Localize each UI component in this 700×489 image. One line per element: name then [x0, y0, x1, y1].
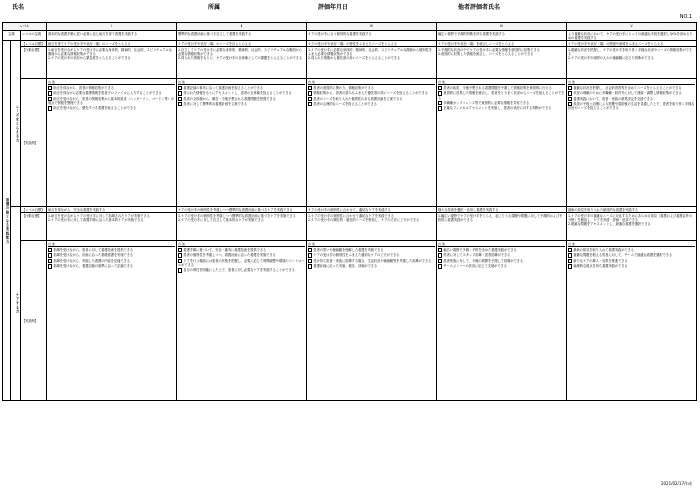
example-item[interactable]: 助言を受けながら、優先すべき看護を捉えることができる [48, 106, 175, 110]
level-1-header: Ⅰ [47, 23, 177, 31]
level-label: レベル [3, 23, 47, 31]
example-item[interactable]: 患者家族に対して、今後の展開を予測して指導ができる [438, 259, 565, 263]
example-item[interactable]: 看護計画に沿った実施、報告、評価ができる [308, 264, 435, 268]
example-item[interactable]: 指導を受けながら、看護記録の基準に沿って記録できる [48, 264, 175, 268]
s2-level-goal-label: 【レベル目標】 [21, 207, 47, 213]
level-2-header: Ⅱ [177, 23, 307, 31]
affiliation-label: 所属 [208, 4, 221, 11]
ladder-table [2, 22, 697, 401]
s1-action: 1.自立してケアの受け手に必要な身体的、精神的、社会的、スピリチュアルな側面から必要な情報収集ができる 2.得られた情報をもとに、ケアの受け手の全体像としての課題をとらえることができる [177, 47, 307, 79]
example-item[interactable]: ケアを行う場面には患者の状態を把握し、必要に応じて時間調整や環境のコントロールができる [178, 258, 305, 268]
evaluator-label: 他者評価者氏名 [458, 4, 501, 11]
s1-level-goal-label: 【レベル目標】 [21, 41, 47, 47]
example-item[interactable]: 助言を受けながら、患者の情報収集から基本的欲求（ヘンダーソン、ゴードン等）の視点で情報を整理できる [48, 96, 175, 106]
s2-examples [437, 241, 567, 401]
s2-examples [47, 241, 177, 401]
s2-action: 1.助言を受けながらケアの受け手に対して指導されたケアが実施できる 2.ケアの受け手に対して看護手順に沿った基本的ケアが実施できる [47, 213, 177, 241]
section-2-title: ケアする力 [11, 207, 21, 401]
s1-goal: ケアの受け手や状況（場）のニーズを自らとらえる [177, 41, 307, 47]
s2-action: 1.ケアの受け手の個別性に合わせて適切なケアを実践できる 2.ケアの受け手の顕在的・潜在的ニーズを察知し、ケアの方法に工夫ができる [307, 213, 437, 241]
form-number: NO.1 [679, 14, 692, 20]
example-item[interactable]: 患者のニーズを取り入れた個別性のある看護計画を立案できる [308, 97, 435, 101]
s1-goal: ケアの受け手や状況（場）を統合しニーズをとらえる [437, 41, 567, 47]
s1-action-label: 【行動目標】 [21, 47, 47, 79]
checklist-header: 自 他 [568, 80, 695, 85]
level-4-header: Ⅳ [437, 23, 567, 31]
example-item[interactable]: 意図的に収集した情報を統合し、患者をとりまく状況からニーズを捉えることができる [438, 91, 565, 100]
example-item[interactable]: 最新の知見を取り入れて看護実践ができる [568, 248, 695, 252]
s1-examples [437, 79, 567, 207]
level-header-row [3, 23, 697, 31]
s1-action: 1.ケアの受け手に必要な身体的、精神的、社会的、スピリチュアルな側面から個別性をふまえ必要な情報収集ができる 2.得られた情報から優先度の高いニーズをとらえることができる [307, 47, 437, 79]
definition-level-1: 基本的な看護手順に従い必要に応じ助言を得て看護を実践する [47, 31, 177, 41]
example-item[interactable]: 看護実践において、患者・家族の意思決定を支援できる [568, 97, 695, 101]
level-5-header: Ⅴ [567, 23, 697, 31]
s2-action-row [3, 213, 697, 241]
s1-examples [307, 79, 437, 207]
s2-goal: ケアの受け手の個別性に合わせて、適切なケアを実践する [307, 207, 437, 213]
form-header [0, 0, 700, 12]
example-item[interactable]: 患者の全体像から、顕在・今後予想される看護問題を把握できる [178, 97, 305, 101]
s1-practice-row [3, 79, 697, 207]
s1-action-row [3, 47, 697, 79]
s2-goal: 助言を得ながら、安全な看護を実践する [47, 207, 177, 213]
s1-action: 1.助言を受けながらケアの受け手に必要な身体的、精神的、社会的、スピリチュアルな側面から必要な情報収集ができる 2.ケアの受け手の状況から緊急度をとらえることができる [47, 47, 177, 79]
example-item[interactable]: 自分の責任を明確にした上で、患者に対し必要なケアを実施することができる [178, 268, 305, 272]
outer-label: 看護の核となる実践能力 [3, 41, 11, 401]
definition-level-2: 標準的な看護計画に基づき自立して看護を実践する [177, 31, 307, 41]
definition-level-3: ケアの受け手に合う個別的な看護を実践する [307, 31, 437, 41]
eval-date-label: 評価年月日 [318, 4, 349, 11]
s2-goal: 様々な技術を選択・応用し看護を実践する [437, 207, 567, 213]
example-item[interactable]: 情報収集から、患者の望みもふまえた優先度の高いニーズを捉えることができる [308, 91, 435, 95]
s1-action: 1.複雑な状況を把握し、ケアの受け手を取り巻く多様な状況やニーズの情報収集ができる 2.ケアの受け手や周囲の人々の価値観に応じた判断ができる [567, 47, 697, 79]
s2-action: 1.ケアの受け手の個別性を考慮しつつ標準的な看護計画に基づきケアを実施できる 2.ケアの受け手に対して自立して基本的なケアが実施できる [177, 213, 307, 241]
example-item[interactable]: チームメンバーの状況に応じて支援ができる [438, 264, 565, 268]
example-item[interactable]: 患者の個別性を考慮しつつ、看護計画に沿った看護を実施できる [178, 253, 305, 257]
example-item[interactable]: 倫理的な視点を持ち看護実践ができる [568, 264, 695, 268]
checklist-header: 自 他 [568, 242, 695, 247]
example-item[interactable]: 多職種カンファレンス等で意図的に必要な情報を共有できる [438, 101, 565, 105]
definition-label: 定義 [3, 31, 21, 41]
s2-examples [567, 241, 697, 401]
s1-practice-label: 【実践例】 [21, 79, 47, 207]
example-item[interactable]: 受け持ち患者・家族に指導する場合、生活状況や価値観等を考慮した指導ができる [308, 259, 435, 263]
checklist-header: 自 他 [178, 242, 305, 247]
s1-examples [567, 79, 697, 207]
s1-goal: 助言を得てケアの受け手や状況（場）のニーズをとらえる [47, 41, 177, 47]
example-item[interactable]: 指導を受けながら、実施した看護の内容を記録できる [48, 259, 175, 263]
example-item[interactable]: 正確なフィジカルアセスメントを実施し、患者の状況に対する判断ができる [438, 106, 565, 110]
example-item[interactable]: 患者の疾患、今後予想される看護問題を予測して情報収集を意図的に行える [438, 86, 565, 90]
example-item[interactable]: 幅広い視野で予測・予防を含めた看護実践ができる [438, 248, 565, 252]
definition-sub-label: レベルの定義 [21, 31, 47, 41]
checklist-header: 自 他 [438, 242, 565, 247]
s1-goal: ケアの受け手や状況（場）の関連や意味をふまえニーズをとらえる [567, 41, 697, 47]
example-item[interactable]: 患者の心理的なニーズを捉えることができる [308, 102, 435, 106]
example-item[interactable]: 看護手順に基づいて、安全・確実に看護技術を提供できる [178, 248, 305, 252]
definition-level-4: 幅広い視野で予測的判断を持ち看護を実践する [437, 31, 567, 41]
section-1-title: ニーズをとらえる力 [11, 41, 21, 207]
definition-level-5: より複雑な状況において、ケアの受け手にとっての最適な手段を選択しQOLを高めるための看護を実践する [567, 31, 697, 41]
s2-goal: ケアの受け手の個別性を考慮しつつ標準的な看護計画に基づきケアを実践できる [177, 207, 307, 213]
s2-goal: 最新の知見を取り入れた創造的な看護を実践する [567, 207, 697, 213]
s2-examples [307, 241, 437, 401]
example-item[interactable]: 複雑な問題を抱える患者に対して、チームで最適な看護を選択できる [568, 253, 695, 257]
checklist-header: 自 他 [48, 80, 175, 85]
checklist-header: 自 他 [308, 80, 435, 85]
example-item[interactable]: 患者の意図的に関わり、情報収集ができる [308, 86, 435, 90]
definition-row [3, 31, 697, 41]
example-item[interactable]: 患者に対してスタッフ指導・患者指導ができる [438, 253, 565, 257]
checklist-header: 自 他 [48, 242, 175, 247]
example-item[interactable]: 看護記録の事実に沿って看護計画を捉えることができる [178, 86, 305, 90]
s1-action: 1.予測的な状況の中でケアの受け手に必要な情報を意図的に収集できる 2.意図的に収集した情報を統合し、ニーズをとらえることができる [437, 47, 567, 79]
example-item[interactable]: 指導を受けながら、患者に対して看護技術を提供できる [48, 248, 175, 252]
checklist-header: 自 他 [178, 80, 305, 85]
s1-examples [177, 79, 307, 207]
example-item[interactable]: 疾患の予後と治療による影響や退院後の生活を見通した上で、患者を取り巻く多様な状況やニーズを捉えることができる [568, 102, 695, 111]
example-item[interactable]: ケアの受け手の個別性をふまえた適切なケアの工夫ができる [308, 253, 435, 257]
s2-action-label: 【行動目標】 [21, 213, 47, 241]
checklist-header: 自 他 [308, 242, 435, 247]
s2-examples [177, 241, 307, 401]
example-item[interactable]: 新たなケアの導入・変革を推進できる [568, 259, 695, 263]
checklist-header: 自 他 [438, 80, 565, 85]
example-item[interactable]: 助言を得ながら必要な看護情報を患者プロファイルに入力することができる [48, 91, 175, 95]
s2-action: 1.幅広い視野でケアの受け手をとらえ、起こりうる課題や問題に対して予測的および予防的に看護実践ができる [437, 213, 567, 241]
s1-examples [47, 79, 177, 207]
example-item[interactable]: 助言を得ながら、患者の情報収集ができる [48, 86, 175, 90]
footer-date: 2021/02/17作成 [660, 481, 692, 486]
s2-practice-row [3, 241, 697, 401]
example-item[interactable]: 複雑な状況を把握し、社会的背景等を含めてニーズをとらえることができる [568, 86, 695, 90]
example-item[interactable]: 患者に対して標準的な看護計画を立案できる [178, 102, 305, 106]
example-item[interactable]: 状況の理解のために多職種・院内外に対して連絡・調整し情報収集ができる [568, 91, 695, 95]
s1-goal: ケアの受け手や状況（場）の特性をふまえたニーズをとらえる [307, 41, 437, 47]
s2-practice-label: 【実践例】 [21, 241, 47, 401]
example-item[interactable]: 患者の思いや価値観を理解した看護を実施できる [308, 248, 435, 252]
example-item[interactable]: 得られた情報をもとにアセスメントし、患者の全体像を捉えることができる [178, 91, 305, 95]
example-item[interactable]: 指導を受けながら、計画に沿った基礎看護を実施できる [48, 253, 175, 257]
s2-action: 1.ケアの受け手の複雑なニーズに対応するためにあらゆる知見（看護および看護以外の分野）を動員し、ケアを実践・評価・追求できる 2.複雑な問題をアセスメントし、最適な看護を選択できる [567, 213, 697, 241]
name-label: 氏名 [12, 4, 25, 11]
level-3-header: Ⅲ [307, 23, 437, 31]
